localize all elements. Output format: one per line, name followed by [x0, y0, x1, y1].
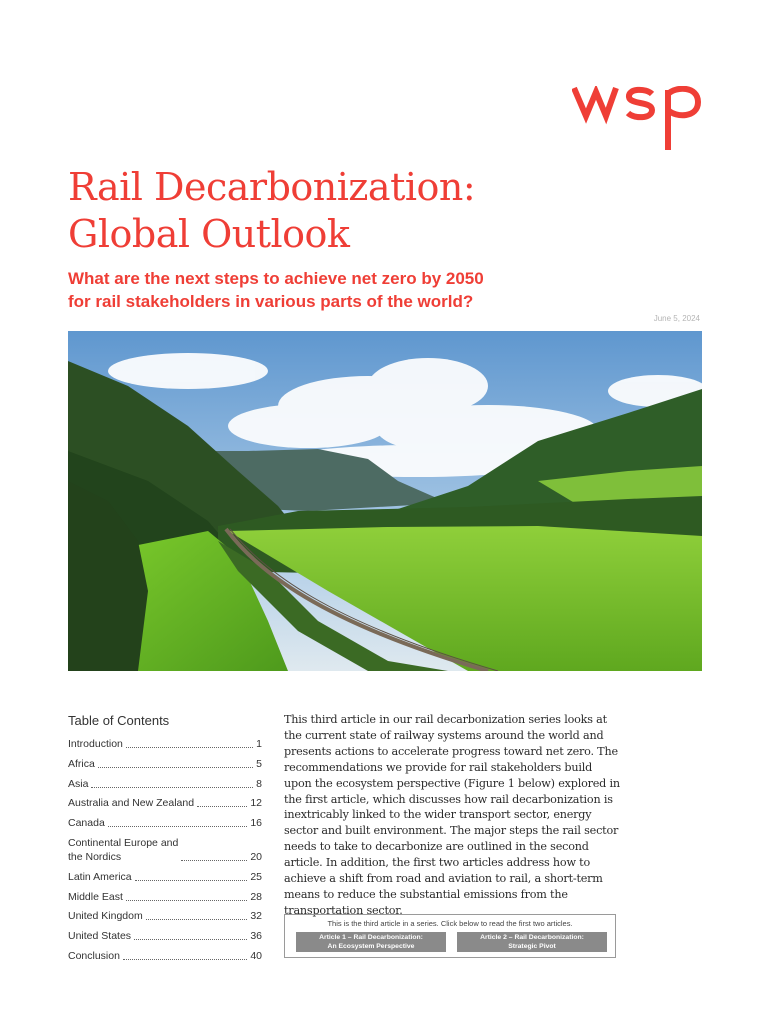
toc-label: Conclusion [68, 949, 120, 962]
series-links-box [284, 914, 616, 958]
toc-page-number: 28 [250, 890, 262, 903]
toc-label: Asia [68, 777, 89, 790]
toc-item-latin-america[interactable] [68, 870, 262, 884]
toc-label: Africa [68, 757, 95, 770]
toc-item-continental-europe-nordics[interactable] [68, 836, 262, 864]
toc-leader [126, 747, 253, 748]
toc-label: Latin America [68, 870, 132, 883]
toc-label: Canada [68, 817, 105, 830]
toc-item-canada[interactable] [68, 816, 262, 830]
toc-leader [98, 767, 253, 768]
toc-item-united-states[interactable] [68, 929, 262, 943]
toc-leader [135, 880, 248, 881]
toc-item-africa[interactable] [68, 757, 262, 771]
toc-page-number: 16 [250, 817, 262, 830]
toc-leader [108, 826, 248, 827]
toc-page-number: 1 [256, 738, 262, 750]
intro-paragraph: This third article in our rail decarbonization series looks at the current state of railway systems around the world and presents actions to accelerate progress toward net zero. The recommendations we provide for rail stakeholders build upon the ecosystem perspective (Figure 1 below) explored in the first article, which discusses how rail decarbonization is inextricably linked to the wider transport sector, energy sector and built environment. The major steps the rail sector needs to take to decarbonize are outlined in the second article. In addition, the first two articles address how to achieve a shift from road and aviation to rail, a short-term means to reduce the substantial emissions from the transportation sector. [284, 713, 620, 917]
toc-page-number: 5 [256, 757, 262, 770]
series-note: This is the third article in a series. Click below to read the first two articles. [327, 919, 573, 928]
toc-leader [134, 939, 247, 940]
toc-item-australia-new-zealand[interactable] [68, 796, 262, 810]
hero-landscape-image [68, 331, 702, 671]
toc-page-number: 12 [250, 797, 262, 810]
article-2-link-button[interactable]: Article 2 – Rail Decarbonization: Strategic Pivot [457, 932, 607, 952]
toc-item-conclusion[interactable] [68, 949, 262, 963]
toc-leader [181, 860, 247, 861]
toc-leader [197, 806, 247, 807]
toc-label: Continental Europe and the Nordics [68, 836, 179, 863]
toc-heading: Table of Contents [68, 713, 170, 728]
toc-page-number: 8 [256, 777, 262, 790]
toc-leader [126, 900, 247, 901]
toc-label: United Kingdom [68, 910, 143, 923]
toc-item-asia[interactable] [68, 777, 262, 791]
toc-page-number: 32 [250, 910, 262, 923]
toc-label: Middle East [68, 890, 123, 903]
page-subtitle: What are the next steps to achieve net zero by 2050 for rail stakeholders in various parts of the world? [68, 269, 484, 311]
toc-leader [146, 919, 248, 920]
wsp-logo [572, 86, 704, 152]
page-title: Rail Decarbonization: Global Outlook [68, 165, 476, 256]
toc-label: Australia and New Zealand [68, 797, 195, 810]
toc-page-number: 40 [250, 949, 262, 962]
toc-page-number: 20 [250, 850, 262, 863]
toc-item-introduction[interactable] [68, 737, 262, 751]
toc-page-number: 25 [250, 870, 262, 883]
toc-label: United States [68, 930, 132, 943]
toc-label: Introduction [68, 738, 123, 750]
toc-leader [123, 959, 247, 960]
publication-date: June 5, 2024 [653, 314, 700, 323]
toc-item-united-kingdom[interactable] [68, 909, 262, 923]
toc-page-number: 36 [250, 930, 262, 943]
article-1-link-button[interactable]: Article 1 – Rail Decarbonization: An Ecosystem Perspective [296, 932, 446, 952]
table-of-contents [68, 737, 262, 969]
toc-item-middle-east[interactable] [68, 890, 262, 904]
toc-leader [91, 787, 253, 788]
